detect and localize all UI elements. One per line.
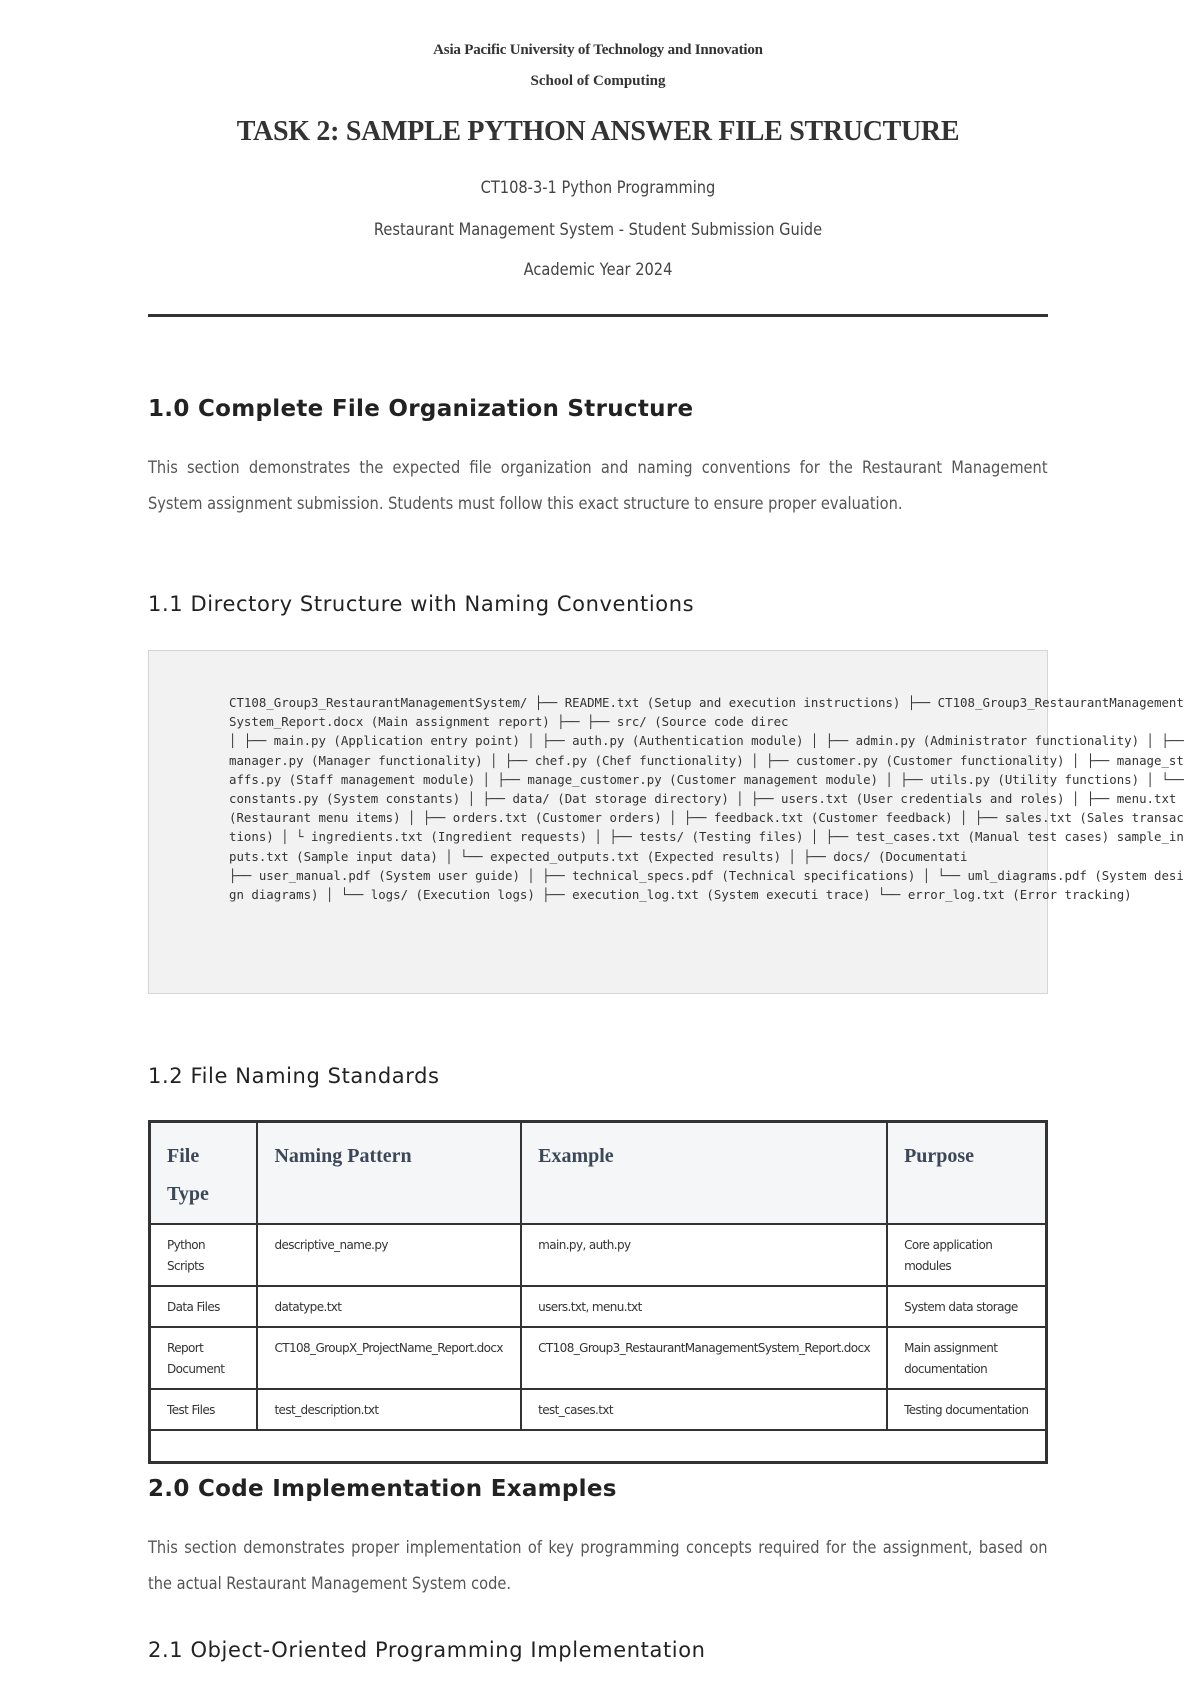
document-title: TASK 2: SAMPLE PYTHON ANSWER FILE STRUCTURE <box>236 116 960 147</box>
section-2-1-heading: 2.1 Object-Oriented Programming Implementation <box>148 1638 706 1662</box>
section-1-1-heading: 1.1 Directory Structure with Naming Conventions <box>148 592 695 616</box>
table-cell: main.py, auth.py <box>521 1224 887 1286</box>
section-2-intro: This section demonstrates proper implementation of key programming concepts required for the assignment, based on the actual Restaurant Management System code. <box>148 1538 1048 1594</box>
table-row <box>150 1286 1047 1327</box>
table-cell: test_cases.txt <box>521 1389 887 1430</box>
section-1-intro: This section demonstrates the expected file organization and naming conventions for the Restaurant Management System assignment submission. Students must follow this exact structure to ensure proper evaluation. <box>148 458 1048 514</box>
document-header <box>148 42 1048 280</box>
table-cell: System data storage <box>887 1286 1046 1327</box>
column-header: Example <box>521 1122 887 1225</box>
table-cell: Core application modules <box>887 1224 1046 1286</box>
table-cell: descriptive_name.py <box>257 1224 521 1286</box>
table-cell: CT108_GroupX_ProjectName_Report.docx <box>257 1327 521 1389</box>
table-header-row <box>150 1122 1047 1225</box>
empty-cell <box>150 1430 1047 1463</box>
column-header: Purpose <box>887 1122 1046 1225</box>
table-cell: Main assignment documentation <box>887 1327 1046 1389</box>
directory-structure-block <box>148 650 1184 994</box>
course-code: CT108-3-1 Python Programming <box>480 178 716 198</box>
section-1-2-heading: 1.2 File Naming Standards <box>148 1064 440 1088</box>
header-divider <box>148 314 1048 317</box>
file-naming-table <box>148 1120 1048 1464</box>
academic-year: Academic Year 2024 <box>523 260 673 280</box>
table-empty-row <box>150 1430 1047 1463</box>
table-cell: Python Scripts <box>150 1224 258 1286</box>
table-cell: users.txt, menu.txt <box>521 1286 887 1327</box>
directory-tree-text: CT108_Group3_RestaurantManagementSystem/ ├── README.txt (Setup and execution instructions) ├── CT108_Group3_RestaurantManagementSystem_Report.docx (Main assignment report) ├── ├── src/ (Source code direc │ ├── main.py (Application entry point) │ ├── auth.py (Authentication module) │ ├── admin.py (Administrator functionality) │ ├── manager.py (Manager functionality) │ ├── chef.py (Chef functionality) │ ├── customer.py (Customer functionality) │ ├── manage_staffs.py (Staff management module) │ ├── manage_customer.py (Customer management module) │ ├── utils.py (Utility functions) │ └── constants.py (System constants) │ ├── data/ (Dat storage directory) │ ├── users.txt (User credentials and roles) │ ├── menu.txt (Restaurant menu items) │ ├── orders.txt (Customer orders) │ ├── feedback.txt (Customer feedback) │ ├── sales.txt (Sales transactions) │ └ ingredients.txt (Ingredient requests) │ ├── tests/ (Testing files) │ ├── test_cases.txt (Manual test cases) sample_inputs.txt (Sample input data) │ └── expected_outputs.txt (Expected results) │ ├── docs/ (Documentati ├── user_manual.pdf (System user guide) │ ├── technical_specs.pdf (Technical specifications) │ └── uml_diagrams.pdf (System design diagrams) │ └── logs/ (Execution logs) ├── execution_log.txt (System executi trace) └── error_log.txt (Error tracking) <box>229 695 1184 903</box>
table-cell: Data Files <box>150 1286 258 1327</box>
table-row <box>150 1224 1047 1286</box>
document-page <box>148 0 1184 1662</box>
institution-name: Asia Pacific University of Technology and Innovation <box>433 42 763 58</box>
section-2-heading: 2.0 Code Implementation Examples <box>148 1476 617 1502</box>
table-cell: Testing documentation <box>887 1389 1046 1430</box>
column-header: File Type <box>150 1122 258 1225</box>
document-subtitle: Restaurant Management System - Student Submission Guide <box>373 220 823 240</box>
table-cell: CT108_Group3_RestaurantManagementSystem_Report.docx <box>521 1327 887 1389</box>
table-cell: test_description.txt <box>257 1389 521 1430</box>
table-cell: datatype.txt <box>257 1286 521 1327</box>
table-row <box>150 1389 1047 1430</box>
table-row <box>150 1327 1047 1389</box>
table-cell: Test Files <box>150 1389 258 1430</box>
section-1-heading: 1.0 Complete File Organization Structure <box>148 396 694 422</box>
school-name: School of Computing <box>530 73 666 89</box>
column-header: Naming Pattern <box>257 1122 521 1225</box>
table-cell: Report Document <box>150 1327 258 1389</box>
